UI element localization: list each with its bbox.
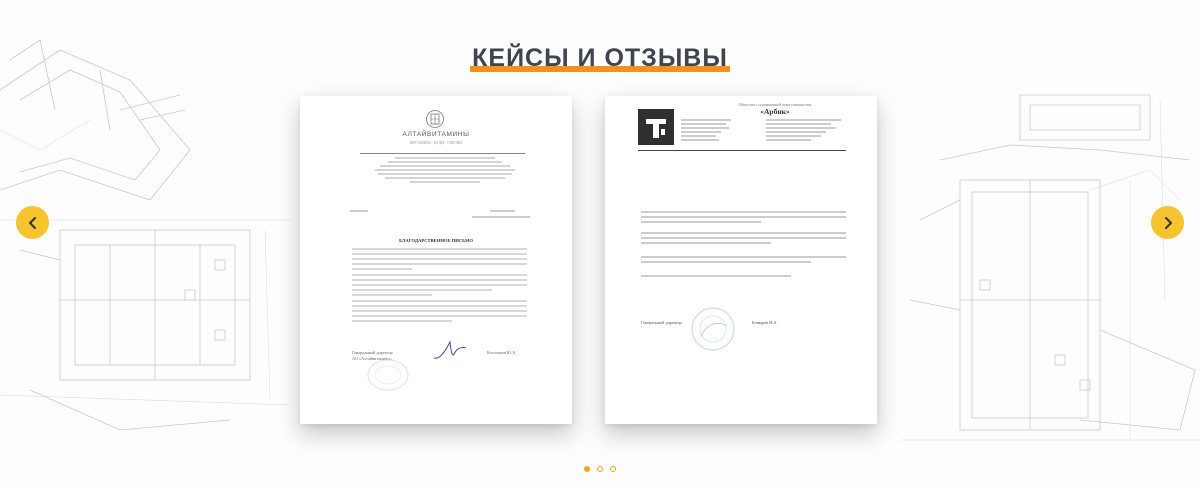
pagination-dot-2[interactable]: [597, 466, 603, 472]
letter-body-text-placeholder-2: [641, 210, 846, 288]
letter-sign-name-2: Бовкарев И.А.: [752, 320, 778, 325]
company-logo: [425, 109, 445, 129]
pagination-dot-3[interactable]: [610, 466, 616, 472]
letter-sign-role-2: АО «Алтайвитамины»: [352, 356, 393, 361]
arbik-logo: [638, 109, 674, 145]
letter-sign-name: Косолапов Ю.А.: [487, 350, 517, 355]
chevron-right-icon: [1161, 216, 1175, 230]
slider-pagination: [0, 466, 1200, 472]
review-letter-card-2[interactable]: [605, 96, 877, 424]
letter-body-text-placeholder: [352, 247, 527, 325]
chevron-left-icon: [26, 216, 40, 230]
letter-company-name: АЛТАЙВИТАМИНЫ: [402, 131, 470, 138]
section-title-text: КЕЙСЫ И ОТЗЫВЫ: [470, 44, 730, 75]
letter-org-type: Общество с ограниченной ответственностью: [738, 103, 812, 107]
letter-sign-role-3: Генеральный директор: [641, 320, 682, 325]
pagination-dot-1[interactable]: [584, 466, 590, 472]
letter-company-name-2: «Арбик»: [760, 107, 790, 116]
signature-icon: [430, 336, 470, 364]
stamp-icon: [366, 358, 410, 392]
letter-company-subtitle: ВИТАМИНЫ · БАДЫ · СИРОПЫ: [409, 141, 463, 145]
letter-sign-role-1: Генеральный директор: [352, 350, 393, 355]
slider-next-button[interactable]: [1151, 206, 1184, 239]
section-title: [0, 44, 1200, 75]
stamp-icon-2: [687, 306, 739, 352]
letter-requisites-placeholder-2: [681, 118, 846, 148]
letter-requisites-placeholder: [370, 157, 520, 187]
review-letter-card-1[interactable]: [300, 96, 572, 424]
letter-heading: БЛАГОДАРСТВЕННОЕ ПИСЬМО: [399, 238, 473, 243]
slider-prev-button[interactable]: [16, 206, 49, 239]
letter-date-placeholder: [350, 208, 530, 222]
